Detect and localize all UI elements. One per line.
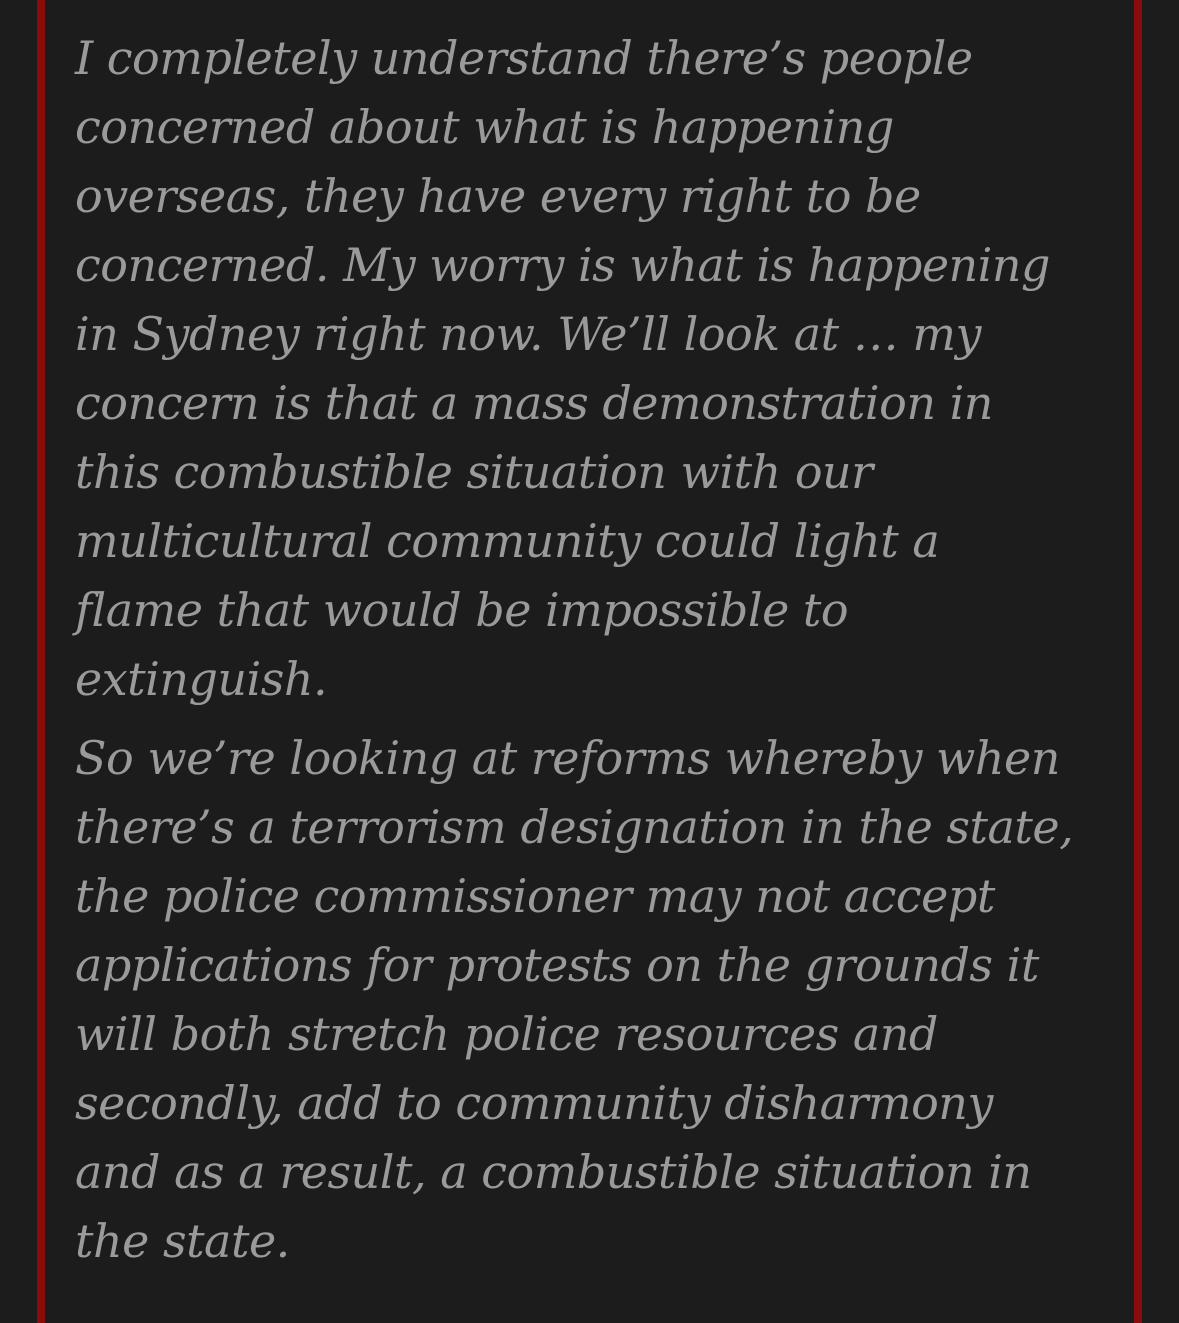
quote-line: there’s a terrorism designation in the state, [75, 800, 1074, 854]
blockquote-right-border [1134, 0, 1142, 1323]
quote-paragraph-1 [75, 24, 1115, 714]
quote-line: concerned. My worry is what is happening [75, 238, 1050, 292]
quote-line: the police commissioner may not accept [75, 869, 995, 923]
quote-line: I completely understand there’s people [75, 31, 973, 85]
quote-line: secondly, add to community disharmony [75, 1076, 993, 1130]
quote-line: extinguish. [75, 652, 328, 706]
quote-line: in Sydney right now. We’ll look at … my [75, 307, 982, 361]
quote-line: applications for protests on the grounds it [75, 938, 1039, 992]
blockquote-left-border [37, 0, 45, 1323]
quote-line: So we’re looking at reforms whereby when [75, 731, 1060, 785]
blockquote [75, 24, 1115, 1276]
quote-line: the state. [75, 1214, 290, 1268]
quote-paragraph-2 [75, 724, 1115, 1276]
quote-line: this combustible situation with our [75, 445, 873, 499]
quote-line: overseas, they have every right to be [75, 169, 921, 223]
quote-line: concern is that a mass demonstration in [75, 376, 993, 430]
quote-line: flame that would be impossible to [75, 583, 849, 637]
quote-line: and as a result, a combustible situation in [75, 1145, 1032, 1199]
quote-line: concerned about what is happening [75, 100, 894, 154]
quote-line: will both stretch police resources and [75, 1007, 938, 1061]
quote-line: multicultural community could light a [75, 514, 940, 568]
